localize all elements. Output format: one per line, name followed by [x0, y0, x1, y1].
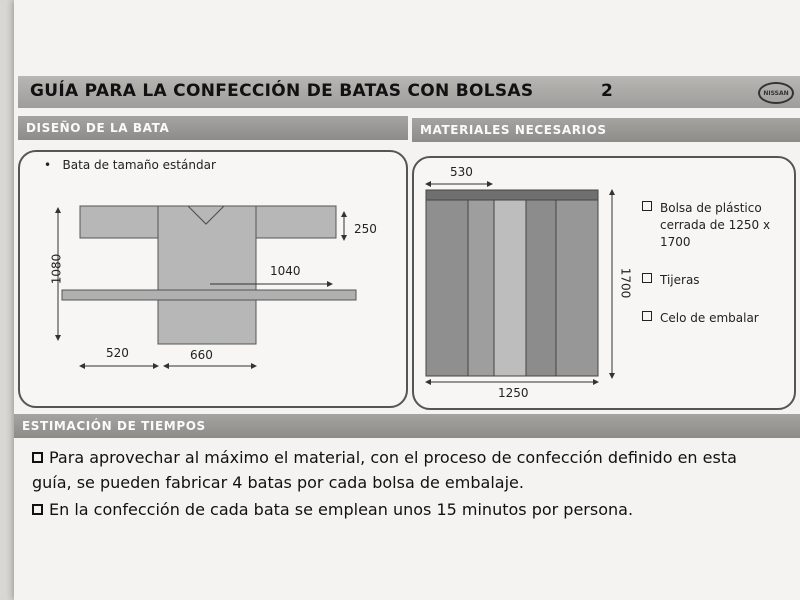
estimation-text-1b: guía, se pueden fabricar 4 batas por cada bolsa de embalaje. [32, 473, 524, 492]
material-item-label: Tijeras [660, 273, 700, 287]
bag-fold-1 [468, 200, 494, 376]
dim-sleeve-height-label: 250 [354, 222, 377, 236]
checkbox-icon [32, 452, 43, 463]
material-item-label: Celo de embalar [660, 311, 759, 325]
checkbox-icon [32, 504, 43, 515]
page-title: GUÍA PARA LA CONFECCIÓN DE BATAS CON BOLSAS [30, 81, 534, 101]
checkbox-icon [642, 201, 652, 211]
dim-height-label: 1080 [49, 253, 64, 285]
material-item [642, 310, 759, 327]
material-item-label: Bolsa de plástico cerrada de 1250 x 1700 [660, 201, 771, 249]
estimation-line-1-continued [32, 472, 524, 494]
bag-top-band [426, 190, 598, 200]
design-bullet: • Bata de tamaño estándar [44, 158, 216, 172]
section-header-design-label: DISEÑO DE LA BATA [26, 121, 170, 135]
dim-bag-height-label: 1700 [618, 267, 633, 299]
section-header-time [14, 414, 800, 438]
section-header-materials-label: MATERIALES NECESARIOS [420, 123, 607, 137]
estimation-text-1: Para aprovechar al máximo el material, con el proceso de confección definido en esta [49, 448, 737, 467]
material-item [642, 200, 780, 251]
checkbox-icon [642, 273, 652, 283]
dim-total-width-label: 1250 [498, 386, 529, 400]
design-bullet-text: Bata de tamaño estándar [62, 158, 216, 172]
dim-body-width-label: 660 [190, 348, 213, 362]
estimation-line-2 [32, 499, 633, 521]
bag-shape [426, 190, 598, 376]
logo-text: NISSAN [763, 89, 789, 97]
dim-top-width-label: 530 [450, 165, 473, 179]
page-number: 2 [601, 81, 613, 101]
bag-fold-3 [526, 200, 556, 376]
bag-fold-4 [556, 200, 598, 376]
bag-fold-2 [494, 200, 526, 376]
dim-arm-span-label: 1040 [270, 264, 301, 278]
dim-side-width-label: 520 [106, 346, 129, 360]
material-item [642, 272, 700, 289]
checkbox-icon [642, 311, 652, 321]
document-sheet [14, 0, 800, 600]
estimation-line-1 [32, 447, 737, 469]
estimation-text-2: En la confección de cada bata se emplean unos 15 minutos por persona. [49, 500, 634, 519]
section-header-time-label: ESTIMACIÓN DE TIEMPOS [22, 419, 206, 433]
